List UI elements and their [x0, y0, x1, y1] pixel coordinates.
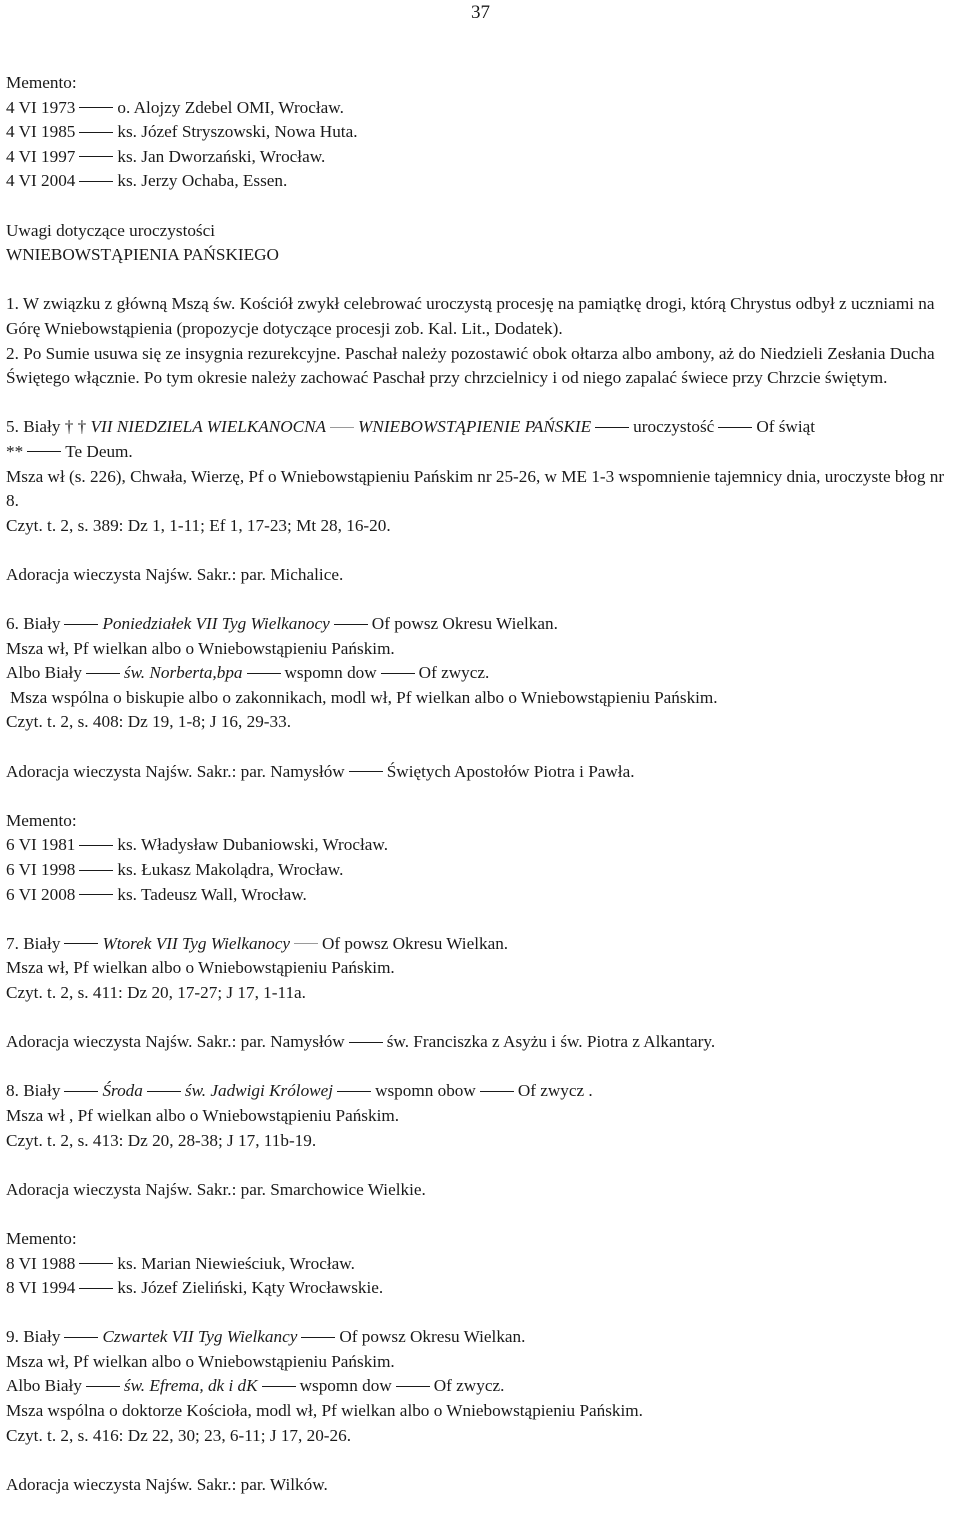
- adoracja-line: Adoracja wieczysta Najśw. Sakr.: par. Smarchowice Wielkie.: [6, 1179, 426, 1199]
- albo-line: [6, 1374, 956, 1399]
- msza-line: Msza wł (s. 226), Chwała, Wierzę, Pf o Wniebowstąpieniu Pańskim nr 25-26, w ME 1-3 wspomnienie tajemnicy dnia, uroczyste błog nr 8.: [6, 466, 945, 511]
- memento-date: 4 VI 2004: [6, 171, 76, 191]
- day-name: Środa: [102, 1081, 143, 1101]
- memento-date: 4 VI 1973: [6, 97, 76, 117]
- memento-entry: [6, 169, 956, 194]
- day-number-color: 8. Biały: [6, 1081, 61, 1101]
- day-name: Czwartek VII Tyg Wielkancy: [102, 1327, 298, 1347]
- section-title: Uwagi dotyczące uroczystości: [6, 220, 216, 240]
- day-heading: [6, 612, 956, 637]
- em-dash: [480, 1091, 514, 1092]
- memento-label: Memento:: [6, 1228, 77, 1248]
- adoracja-line: Adoracja wieczysta Najśw. Sakr.: par. Michalice.: [6, 564, 344, 584]
- czyt-line: Czyt. t. 2, s. 389: Dz 1, 1-11; Ef 1, 17-23; Mt 28, 16-20.: [6, 515, 391, 535]
- em-dash: [64, 1091, 98, 1092]
- em-dash: [79, 181, 113, 182]
- memento-label: Memento:: [6, 810, 77, 830]
- em-dash: [79, 845, 113, 846]
- czyt-line: Czyt. t. 2, s. 411: Dz 20, 17-27; J 17, 1-11a.: [6, 982, 306, 1002]
- saint-name: Norberta,bpa: [149, 663, 243, 683]
- em-dash: [595, 427, 629, 428]
- em-dash: [247, 673, 281, 674]
- em-dash: [262, 1386, 296, 1387]
- msza-line: Msza wł , Pf wielkan albo o Wniebowstąpieniu Pańskim.: [6, 1105, 400, 1125]
- memento-entry: [6, 1252, 956, 1277]
- day-heading: [6, 1079, 956, 1104]
- adoracja-extra: Świętych Apostołów Piotra i Pawła.: [386, 761, 635, 781]
- day-number-color: 5. Biały: [6, 417, 61, 437]
- office: Of powsz Okresu Wielkan.: [322, 933, 509, 953]
- em-dash: [718, 427, 752, 428]
- section-subtitle: WNIEBOWSTĄPIENIA PAŃSKIEGO: [6, 245, 279, 265]
- day-name: VII NIEDZIELA WIELKANOCNA: [90, 417, 327, 437]
- memento-date: 6 VI 1998: [6, 860, 76, 879]
- memento-text: o. Alojzy Zdebel OMI, Wrocław.: [117, 97, 344, 117]
- em-dash: [147, 1091, 181, 1092]
- em-dash: [301, 1337, 335, 1338]
- day-number-color: 7. Biały: [6, 933, 61, 953]
- msza-line-2: Msza wspólna o doktorze Kościoła, modl wł, Pf wielkan albo o Wniebowstąpieniu Pańskim.: [6, 1401, 643, 1421]
- msza-line: Msza wł, Pf wielkan albo o Wniebowstąpieniu Pańskim.: [6, 958, 395, 978]
- office: Of powsz Okresu Wielkan.: [339, 1327, 526, 1347]
- em-dash: [294, 943, 318, 944]
- em-dash: [64, 624, 98, 625]
- day-name-2: WNIEBOWSTĄPIENIE PAŃSKIE: [358, 417, 592, 437]
- czyt-line: Czyt. t. 2, s. 413: Dz 20, 28-38; J 17, 11b-19.: [6, 1130, 317, 1150]
- memento-date: 4 VI 1997: [6, 146, 76, 166]
- memento-date: 6 VI 2008: [6, 884, 76, 904]
- em-dash: [79, 1288, 113, 1289]
- rank: wspomn dow: [299, 1376, 392, 1396]
- memento-text: ks. Józef Stryszowski, Nowa Huta.: [117, 122, 358, 142]
- en-dash: [330, 427, 354, 428]
- day-number-color: 9. Biały: [6, 1327, 61, 1347]
- memento-text: ks. Marian Niewieściuk, Wrocław.: [117, 1253, 355, 1273]
- memento-entry: [6, 1276, 956, 1301]
- paragraph-1: 1. W związku z główną Mszą św. Kościół zwykł celebrować uroczystą procesję na pamiątkę drogi, którą Chrystus odbył z uczniami na Górę Wniebowstąpienia (propozycje dotyczące procesji zob. Kal. Lit., Dodatek).: [6, 294, 935, 338]
- adoracja-extra: św. Franciszka z Asyżu i św. Piotra z Alkantary.: [386, 1032, 716, 1052]
- albo-line: [6, 661, 956, 686]
- memento-entry: [6, 833, 956, 858]
- em-dash: [79, 156, 113, 157]
- em-dash: [86, 673, 120, 674]
- day-heading: [6, 1325, 956, 1350]
- memento-text: ks. Jan Dworzański, Wrocław.: [117, 146, 326, 166]
- saint-sw: św.: [123, 663, 146, 683]
- adoracja-text: Adoracja wieczysta Najśw. Sakr.: par. Namysłów: [6, 761, 345, 781]
- stars: **: [6, 441, 24, 461]
- em-dash: [27, 451, 61, 452]
- memento-date: 6 VI 1981: [6, 835, 76, 855]
- memento-entry: [6, 145, 956, 170]
- page-content: [6, 71, 956, 1497]
- em-dash: [334, 624, 368, 625]
- office: Of zwycz .: [517, 1081, 593, 1101]
- day-heading: [6, 415, 956, 440]
- rank: wspomn obow: [375, 1081, 476, 1101]
- office: Of powsz Okresu Wielkan.: [371, 614, 558, 634]
- memento-entry: [6, 858, 956, 883]
- day-number-color: 6. Biały: [6, 614, 61, 634]
- office: Of świąt: [756, 417, 816, 437]
- em-dash: [86, 1386, 120, 1387]
- albo-label: Albo Biały: [6, 1376, 82, 1396]
- crosses: † †: [64, 417, 87, 437]
- te-deum: Te Deum.: [65, 441, 133, 461]
- msza-line: Msza wł, Pf wielkan albo o Wniebowstąpieniu Pańskim.: [6, 638, 395, 658]
- day-heading: [6, 932, 956, 957]
- adoracja-text: Adoracja wieczysta Najśw. Sakr.: par. Namysłów: [6, 1032, 345, 1052]
- em-dash: [64, 1337, 98, 1338]
- em-dash: [79, 132, 113, 133]
- te-deum-line: [6, 440, 956, 465]
- memento-text: ks. Józef Zieliński, Kąty Wrocławskie.: [117, 1278, 384, 1298]
- memento-entry: [6, 96, 956, 121]
- office: Of zwycz.: [433, 1376, 505, 1396]
- rank: uroczystość: [633, 417, 715, 437]
- czyt-line: Czyt. t. 2, s. 416: Dz 22, 30; 23, 6-11; J 17, 20-26.: [6, 1425, 352, 1445]
- memento-date: 8 VI 1994: [6, 1278, 76, 1298]
- day-name: Wtorek VII Tyg Wielkanocy: [102, 933, 290, 953]
- memento-entry: [6, 883, 956, 908]
- em-dash: [396, 1386, 430, 1387]
- memento-date: 8 VI 1988: [6, 1253, 76, 1273]
- czyt-line: Czyt. t. 2, s. 408: Dz 19, 1-8; J 16, 29-33.: [6, 712, 292, 732]
- memento-text: ks. Władysław Dubaniowski, Wrocław.: [117, 835, 388, 855]
- em-dash: [79, 1263, 113, 1264]
- memento-text: ks. Łukasz Makolądra, Wrocław.: [117, 860, 344, 879]
- memento-text: ks. Tadeusz Wall, Wrocław.: [117, 884, 307, 904]
- em-dash: [337, 1091, 371, 1092]
- memento-date: 4 VI 1985: [6, 122, 76, 142]
- page-number: 37: [471, 2, 490, 23]
- msza-line: Msza wł, Pf wielkan albo o Wniebowstąpieniu Pańskim.: [6, 1351, 395, 1371]
- adoracja-line: [6, 1030, 956, 1055]
- saint-name: św. Jadwigi Królowej: [184, 1081, 334, 1101]
- adoracja-line: Adoracja wieczysta Najśw. Sakr.: par. Wilków.: [6, 1474, 328, 1494]
- em-dash: [349, 771, 383, 772]
- rank: wspomn dow: [284, 663, 377, 683]
- day-name: Poniedziałek VII Tyg Wielkanocy: [102, 614, 330, 634]
- em-dash: [381, 673, 415, 674]
- em-dash: [79, 894, 113, 895]
- saint-name: św. Efrema, dk i dK: [123, 1376, 258, 1396]
- em-dash: [79, 107, 113, 108]
- msza-line-2: Msza wspólna o biskupie albo o zakonnikach, modl wł, Pf wielkan albo o Wniebowstąpieniu Pańskim.: [10, 687, 718, 707]
- memento-label: Memento:: [6, 73, 77, 92]
- memento-entry: [6, 120, 956, 145]
- memento-text: ks. Jerzy Ochaba, Essen.: [117, 171, 288, 191]
- em-dash: [349, 1042, 383, 1043]
- adoracja-line: [6, 760, 956, 785]
- em-dash: [64, 943, 98, 944]
- em-dash: [79, 870, 113, 871]
- paragraph-2: 2. Po Sumie usuwa się ze insygnia rezurekcyjne. Paschał należy pozostawić obok ołtarza albo ambony, aż do Niedzieli Zesłania Ducha Świętego włącznie. Po tym okresie należy zachować Paschał przy chrzcielnicy i od niego zapalać świece przy Chrzcie świętym.: [6, 343, 935, 388]
- office: Of zwycz.: [418, 663, 490, 683]
- albo-label: Albo Biały: [6, 663, 82, 683]
